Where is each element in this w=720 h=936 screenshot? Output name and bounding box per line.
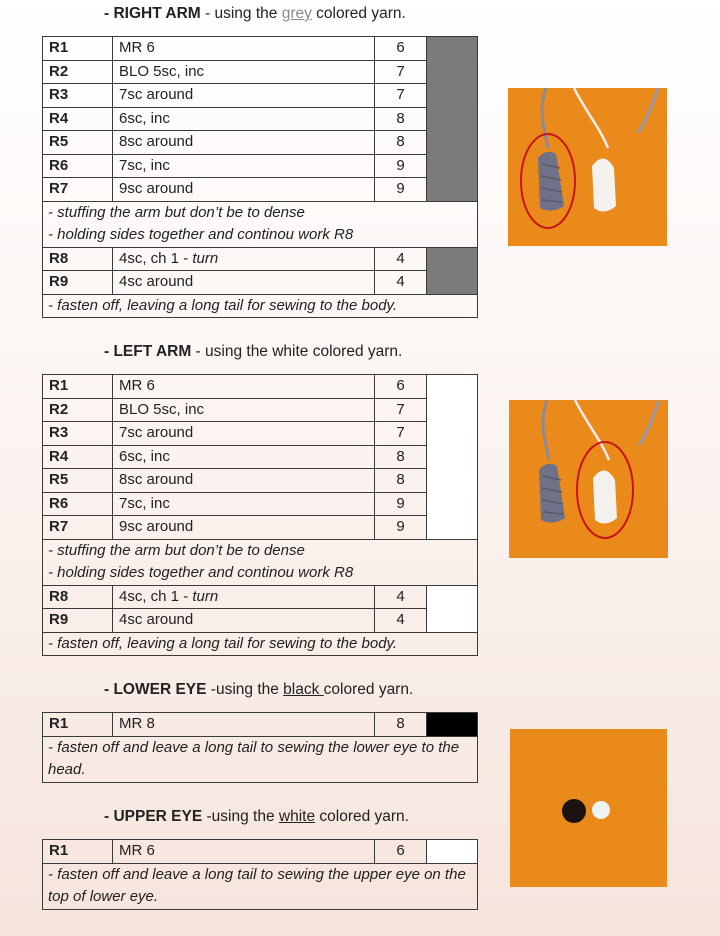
instruction: 9sc around xyxy=(113,178,375,202)
note-row xyxy=(43,736,478,782)
note-row xyxy=(43,539,478,585)
pattern-note: - stuffing the arm but don’t be to dense - holding sides together and continou work R8 xyxy=(43,539,478,585)
left-arm-title: - LEFT ARM - using the white colored yarn. xyxy=(104,343,403,360)
table-row xyxy=(43,609,478,633)
yarn-swatch-white xyxy=(427,840,478,864)
row-label: R6 xyxy=(43,154,113,178)
instruction: MR 6 xyxy=(113,375,375,399)
pattern-note: - fasten off and leave a long tail to sewing the upper eye on the top of lower eye. xyxy=(43,863,478,909)
eyes-photo xyxy=(510,729,667,887)
footer-row xyxy=(43,632,478,656)
instruction: MR 6 xyxy=(113,37,375,61)
row-label: R3 xyxy=(43,84,113,108)
instruction: 7sc, inc xyxy=(113,492,375,516)
left-arm-table xyxy=(42,374,478,656)
row-label: R1 xyxy=(43,37,113,61)
note-row xyxy=(43,863,478,909)
table-row xyxy=(43,37,478,61)
stitch-count: 7 xyxy=(375,422,427,446)
stitch-count: 9 xyxy=(375,492,427,516)
instruction: 8sc around xyxy=(113,131,375,155)
right-arm-photo xyxy=(508,88,667,246)
stitch-count: 9 xyxy=(375,178,427,202)
row-label: R6 xyxy=(43,492,113,516)
note-row xyxy=(43,201,478,247)
table-row xyxy=(43,154,478,178)
stitch-count: 8 xyxy=(375,469,427,493)
yarn-swatch-white xyxy=(427,375,478,540)
lower-eye-table xyxy=(42,712,478,783)
stitch-count: 9 xyxy=(375,154,427,178)
row-label: R2 xyxy=(43,398,113,422)
pattern-note: - fasten off, leaving a long tail for sewing to the body. xyxy=(43,632,478,656)
row-label: R8 xyxy=(43,585,113,609)
lower-eye-title: - LOWER EYE -using the black colored yarn. xyxy=(104,681,414,698)
stitch-count: 7 xyxy=(375,84,427,108)
instruction: MR 6 xyxy=(113,840,375,864)
right-arm-title: - RIGHT ARM - using the grey colored yarn. xyxy=(104,5,406,22)
instruction: 9sc around xyxy=(113,516,375,540)
instruction: 4sc, ch 1 - turn xyxy=(113,247,375,271)
right-arm-table xyxy=(42,36,478,318)
table-row xyxy=(43,60,478,84)
yarn-swatch-grey xyxy=(427,247,478,294)
pattern-note: - fasten off and leave a long tail to sewing the lower eye to the head. xyxy=(43,736,478,782)
stitch-count: 6 xyxy=(375,37,427,61)
stitch-count: 7 xyxy=(375,398,427,422)
pattern-note: - stuffing the arm but don’t be to dense - holding sides together and continou work R8 xyxy=(43,201,478,247)
row-label: R1 xyxy=(43,375,113,399)
stitch-count: 4 xyxy=(375,585,427,609)
table-row xyxy=(43,247,478,271)
row-label: R2 xyxy=(43,60,113,84)
table-row xyxy=(43,516,478,540)
instruction: 4sc around xyxy=(113,271,375,295)
upper-eye-title: - UPPER EYE -using the white colored yarn. xyxy=(104,808,409,825)
table-row xyxy=(43,107,478,131)
table-row xyxy=(43,422,478,446)
stitch-count: 8 xyxy=(375,107,427,131)
table-row xyxy=(43,178,478,202)
yarn-swatch-grey xyxy=(427,37,478,202)
row-label: R3 xyxy=(43,422,113,446)
instruction: 7sc around xyxy=(113,84,375,108)
row-label: R9 xyxy=(43,271,113,295)
table-row xyxy=(43,840,478,864)
row-label: R5 xyxy=(43,469,113,493)
table-row xyxy=(43,375,478,399)
instruction: BLO 5sc, inc xyxy=(113,60,375,84)
stitch-count: 6 xyxy=(375,840,427,864)
instruction: 6sc, inc xyxy=(113,107,375,131)
stitch-count: 4 xyxy=(375,609,427,633)
table-row xyxy=(43,84,478,108)
table-row xyxy=(43,131,478,155)
instruction: 7sc, inc xyxy=(113,154,375,178)
table-row xyxy=(43,713,478,737)
row-label: R4 xyxy=(43,445,113,469)
instruction: 4sc around xyxy=(113,609,375,633)
table-row xyxy=(43,492,478,516)
row-label: R8 xyxy=(43,247,113,271)
table-row xyxy=(43,398,478,422)
instruction: 6sc, inc xyxy=(113,445,375,469)
row-label: R7 xyxy=(43,178,113,202)
stitch-count: 7 xyxy=(375,60,427,84)
stitch-count: 8 xyxy=(375,445,427,469)
footer-row xyxy=(43,294,478,318)
yarn-swatch-black xyxy=(427,713,478,737)
stitch-count: 6 xyxy=(375,375,427,399)
stitch-count: 9 xyxy=(375,516,427,540)
row-label: R1 xyxy=(43,840,113,864)
row-label: R1 xyxy=(43,713,113,737)
stitch-count: 4 xyxy=(375,271,427,295)
row-label: R7 xyxy=(43,516,113,540)
instruction: 7sc around xyxy=(113,422,375,446)
row-label: R5 xyxy=(43,131,113,155)
pattern-note: - fasten off, leaving a long tail for sewing to the body. xyxy=(43,294,478,318)
row-label: R4 xyxy=(43,107,113,131)
yarn-swatch-white xyxy=(427,585,478,632)
stitch-count: 8 xyxy=(375,713,427,737)
stitch-count: 8 xyxy=(375,131,427,155)
instruction: 8sc around xyxy=(113,469,375,493)
row-label: R9 xyxy=(43,609,113,633)
table-row xyxy=(43,271,478,295)
table-row xyxy=(43,585,478,609)
table-row xyxy=(43,445,478,469)
left-arm-photo xyxy=(509,400,668,558)
instruction: MR 8 xyxy=(113,713,375,737)
instruction: BLO 5sc, inc xyxy=(113,398,375,422)
instruction: 4sc, ch 1 - turn xyxy=(113,585,375,609)
upper-eye-table xyxy=(42,839,478,910)
table-row xyxy=(43,469,478,493)
stitch-count: 4 xyxy=(375,247,427,271)
